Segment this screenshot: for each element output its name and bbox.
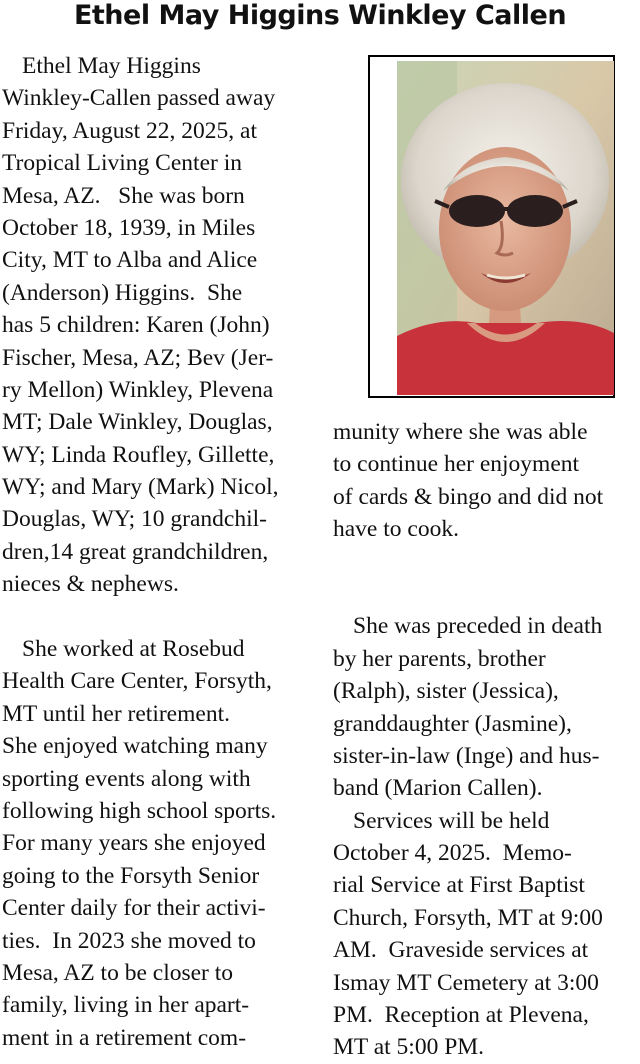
text-line: Ethel May Higgins — [22, 53, 201, 79]
text-line: nieces & nephews. — [2, 571, 179, 598]
text-line: of cards & bingo and did not — [333, 483, 604, 510]
text-line: following high school sports. — [2, 797, 277, 824]
text-line: sister-in-law (Inge) and hus- — [333, 742, 600, 769]
text-line: Tropical Living Center in — [2, 150, 242, 177]
obituary-title: Ethel May Higgins Winkley Callen — [73, 0, 567, 31]
paragraph-gap — [333, 546, 638, 578]
text-line: sporting events along with — [2, 765, 251, 792]
text-line: October 18, 1939, in Miles — [2, 214, 256, 241]
text-line: Fischer, Mesa, AZ; Bev (Jer- — [2, 344, 274, 371]
text-line: Winkley-Callen passed away — [2, 85, 276, 112]
right-column — [333, 416, 638, 1064]
text-line: AM. Graveside services at — [333, 937, 589, 964]
portrait-illustration — [397, 61, 614, 395]
left-column — [2, 50, 320, 1054]
text-line: Center daily for their activi- — [2, 895, 266, 922]
text-line: ment in a retirement com- — [2, 1024, 247, 1051]
text-line: Friday, August 22, 2025, at — [2, 117, 258, 144]
text-line: She worked at Rosebud — [22, 636, 245, 663]
text-line: ties. In 2023 she moved to — [2, 927, 256, 954]
text-line: She was preceded in death — [353, 613, 603, 640]
text-line: family, living in her apart- — [2, 992, 250, 1019]
portrait-photo — [397, 61, 614, 395]
text-line: WY; and Mary (Mark) Nicol, — [2, 474, 279, 501]
text-line: October 4, 2025. Memo- — [333, 840, 572, 867]
text-line: ry Mellon) Winkley, Plevena — [2, 376, 274, 403]
text-line: has 5 children: Karen (John) — [2, 312, 270, 339]
paragraph-gap — [333, 578, 638, 610]
face — [439, 147, 571, 311]
text-line: Mesa, AZ to be closer to — [2, 959, 234, 986]
portrait-photo-frame — [368, 55, 615, 398]
text-line: to continue her enjoyment — [333, 451, 580, 478]
text-line: Services will be held — [353, 807, 550, 834]
text-line: munity where she was able — [333, 419, 588, 445]
text-line: Church, Forsyth, MT at 9:00 — [333, 904, 603, 931]
text-line: Douglas, WY; 10 grandchil- — [2, 506, 267, 533]
text-line: Mesa, AZ. She was born — [2, 182, 245, 209]
text-line: MT until her retirement. — [2, 700, 230, 727]
text-line: going to the Forsyth Senior — [2, 862, 260, 889]
text-line: City, MT to Alba and Alice — [2, 247, 258, 274]
text-line: (Anderson) Higgins. She — [2, 279, 243, 306]
text-line: rial Service at First Baptist — [333, 872, 585, 899]
text-line: For many years she enjoyed — [2, 830, 266, 857]
text-line: Ismay MT Cemetery at 3:00 — [333, 969, 599, 996]
text-line: (Ralph), sister (Jessica), — [333, 678, 559, 705]
text-line: dren,14 great grandchildren, — [2, 538, 269, 565]
text-line: have to cook. — [333, 516, 459, 543]
red-top — [397, 321, 614, 395]
text-line: MT; Dale Winkley, Douglas, — [2, 409, 273, 436]
text-line: granddaughter (Jasmine), — [333, 710, 572, 737]
paragraph-gap — [2, 601, 320, 633]
text-line: by her parents, brother — [333, 645, 546, 672]
text-line: She enjoyed watching many — [2, 733, 268, 760]
text-line: PM. Reception at Plevena, — [333, 1002, 589, 1029]
text-line: MT at 5:00 PM. — [333, 1034, 485, 1061]
text-line: WY; Linda Roufley, Gillette, — [2, 441, 275, 468]
text-line: Health Care Center, Forsyth, — [2, 668, 272, 695]
text-line: band (Marion Callen). — [333, 775, 543, 802]
